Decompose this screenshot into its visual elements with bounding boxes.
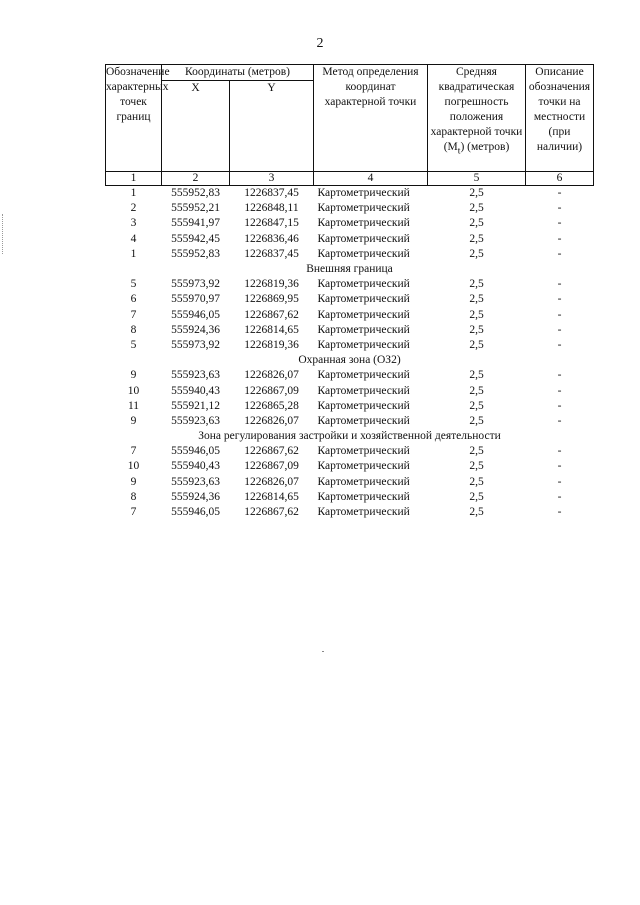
cell-error: 2,5 (469, 187, 484, 200)
column-number: 4 (314, 172, 428, 186)
scan-speck (322, 651, 324, 652)
cell-x: 555973,92 (171, 338, 220, 351)
cell-description: - (557, 308, 562, 321)
cell-point: 2 (130, 202, 137, 215)
cell-point: 4 (130, 232, 137, 245)
table-row (106, 368, 594, 383)
cell-method: Картометрический (317, 202, 410, 215)
section-title: Охранная зона (ОЗ2) (298, 354, 401, 367)
cell-description: - (557, 475, 562, 488)
cell-error: 2,5 (469, 323, 484, 336)
cell-point: 11 (127, 399, 140, 412)
cell-description: - (557, 278, 562, 291)
cell-x: 555946,05 (171, 445, 220, 458)
cell-method: Картометрический (317, 247, 410, 260)
cell-point: 7 (130, 506, 137, 519)
cell-y: 1226867,62 (244, 308, 299, 321)
cell-method: Картометрический (317, 506, 410, 519)
table-row (106, 201, 594, 216)
table-row (106, 292, 594, 307)
cell-description: - (557, 506, 562, 519)
cell-point: 8 (130, 490, 137, 503)
cell-description: - (557, 460, 562, 473)
cell-method: Картометрический (317, 323, 410, 336)
table-row (106, 186, 594, 202)
cell-x: 555923,63 (171, 414, 220, 427)
cell-y: 1226867,62 (244, 506, 299, 519)
cell-description: - (557, 202, 562, 215)
cell-x: 555946,05 (171, 506, 220, 519)
cell-method: Картометрический (317, 217, 410, 230)
table-row (106, 308, 594, 323)
cell-description: - (557, 384, 562, 397)
column-number: 1 (106, 172, 162, 186)
cell-y: 1226814,65 (244, 323, 299, 336)
cell-x: 555940,43 (171, 384, 220, 397)
cell-y: 1226867,09 (244, 460, 299, 473)
cell-error: 2,5 (469, 490, 484, 503)
cell-y: 1226814,65 (244, 490, 299, 503)
cell-x: 555924,36 (171, 323, 220, 336)
header-error (428, 65, 526, 172)
table-row (106, 444, 594, 459)
cell-error: 2,5 (469, 475, 484, 488)
cell-x: 555942,45 (171, 232, 220, 245)
cell-point: 10 (127, 460, 140, 473)
cell-description: - (557, 187, 562, 200)
cell-x: 555952,83 (171, 247, 220, 260)
header-method: Метод определения координат характерной точки (314, 65, 428, 172)
column-number: 5 (428, 172, 526, 186)
cell-y: 1226836,46 (244, 232, 299, 245)
cell-method: Картометрический (317, 308, 410, 321)
cell-x: 555941,97 (171, 217, 220, 230)
cell-description: - (557, 247, 562, 260)
header-description: Описание обозначения точки на местности (при наличии) (526, 65, 594, 172)
cell-point: 5 (130, 278, 137, 291)
cell-error: 2,5 (469, 399, 484, 412)
cell-y: 1226867,62 (244, 445, 299, 458)
cell-y: 1226848,11 (244, 202, 299, 215)
cell-method: Картометрический (317, 338, 410, 351)
header-designation: Обозначение характерных точек границ (106, 65, 162, 172)
cell-description: - (557, 217, 562, 230)
cell-description: - (557, 232, 562, 245)
cell-point: 9 (130, 475, 137, 488)
cell-x: 555973,92 (171, 278, 220, 291)
cell-method: Картометрический (317, 445, 410, 458)
header-x: X (162, 81, 230, 172)
cell-y: 1226826,07 (244, 414, 299, 427)
cell-error: 2,5 (469, 460, 484, 473)
cell-x: 555952,21 (171, 202, 220, 215)
cell-description: - (557, 399, 562, 412)
cell-y: 1226847,15 (244, 217, 299, 230)
scan-artifact (2, 214, 5, 254)
column-number-row (106, 172, 594, 186)
table-row (106, 383, 594, 398)
cell-point: 9 (130, 414, 137, 427)
header-error-text: Средняя квадратическая погрешность положения характерной точки (M (430, 66, 523, 153)
table-body (106, 186, 594, 521)
cell-description: - (557, 445, 562, 458)
cell-point: 5 (130, 338, 137, 351)
table-row (106, 475, 594, 490)
cell-method: Картометрический (317, 232, 410, 245)
table-row (106, 505, 594, 520)
cell-method: Картометрический (317, 384, 410, 397)
section-title: Зона регулирования застройки и хозяйственной деятельности (198, 430, 501, 443)
table-row (106, 399, 594, 414)
table-row (106, 232, 594, 247)
cell-method: Картометрический (317, 278, 410, 291)
cell-y: 1226865,28 (244, 399, 299, 412)
cell-point: 7 (130, 445, 137, 458)
cell-description: - (557, 293, 562, 306)
table-row (106, 216, 594, 231)
cell-y: 1226826,07 (244, 475, 299, 488)
coordinates-table (105, 64, 594, 520)
cell-x: 555970,97 (171, 293, 220, 306)
header-coordinates: Координаты (метров) (162, 65, 314, 81)
table-row (106, 323, 594, 338)
table-row (106, 247, 594, 262)
cell-description: - (557, 490, 562, 503)
cell-x: 555923,63 (171, 475, 220, 488)
cell-error: 2,5 (469, 217, 484, 230)
table-row (106, 459, 594, 474)
table-row (106, 277, 594, 292)
cell-y: 1226826,07 (244, 369, 299, 382)
cell-x: 555923,63 (171, 369, 220, 382)
table-row (106, 338, 594, 353)
header-error-sub: t (457, 145, 461, 157)
cell-y: 1226837,45 (244, 247, 299, 260)
section-title: Внешняя граница (306, 263, 393, 276)
cell-method: Картометрический (317, 399, 410, 412)
cell-y: 1226837,45 (244, 187, 299, 200)
cell-point: 3 (130, 217, 137, 230)
cell-point: 1 (130, 247, 137, 260)
cell-point: 8 (130, 323, 137, 336)
section-title-row (106, 262, 594, 277)
cell-error: 2,5 (469, 202, 484, 215)
cell-error: 2,5 (469, 232, 484, 245)
cell-error: 2,5 (469, 308, 484, 321)
cell-x: 555924,36 (171, 490, 220, 503)
cell-description: - (557, 414, 562, 427)
cell-error: 2,5 (469, 369, 484, 382)
cell-error: 2,5 (469, 247, 484, 260)
page-number: 2 (316, 36, 324, 51)
cell-method: Картометрический (317, 475, 410, 488)
cell-error: 2,5 (469, 384, 484, 397)
column-number: 2 (162, 172, 230, 186)
cell-error: 2,5 (469, 445, 484, 458)
cell-error: 2,5 (469, 278, 484, 291)
cell-y: 1226867,09 (244, 384, 299, 397)
cell-method: Картометрический (317, 369, 410, 382)
cell-method: Картометрический (317, 187, 410, 200)
cell-y: 1226819,36 (244, 278, 299, 291)
cell-x: 555946,05 (171, 308, 220, 321)
cell-x: 555952,83 (171, 187, 220, 200)
table-row (106, 490, 594, 505)
header-error-unit: ) (метров) (460, 141, 510, 153)
cell-description: - (557, 323, 562, 336)
cell-method: Картометрический (317, 490, 410, 503)
cell-point: 9 (130, 369, 137, 382)
cell-method: Картометрический (317, 414, 410, 427)
cell-description: - (557, 338, 562, 351)
cell-y: 1226869,95 (244, 293, 299, 306)
cell-point: 7 (130, 308, 137, 321)
cell-point: 10 (127, 384, 140, 397)
header-y: Y (230, 81, 314, 172)
section-title-row (106, 429, 594, 444)
cell-method: Картометрический (317, 293, 410, 306)
section-title-row (106, 353, 594, 368)
cell-point: 1 (130, 187, 137, 200)
cell-x: 555940,43 (171, 460, 220, 473)
cell-method: Картометрический (317, 460, 410, 473)
cell-error: 2,5 (469, 338, 484, 351)
column-number: 3 (230, 172, 314, 186)
column-number: 6 (526, 172, 594, 186)
cell-error: 2,5 (469, 506, 484, 519)
cell-description: - (557, 369, 562, 382)
cell-x: 555921,12 (171, 399, 220, 412)
cell-y: 1226819,36 (244, 338, 299, 351)
cell-error: 2,5 (469, 414, 484, 427)
table-row (106, 414, 594, 429)
cell-point: 6 (130, 293, 137, 306)
cell-error: 2,5 (469, 293, 484, 306)
